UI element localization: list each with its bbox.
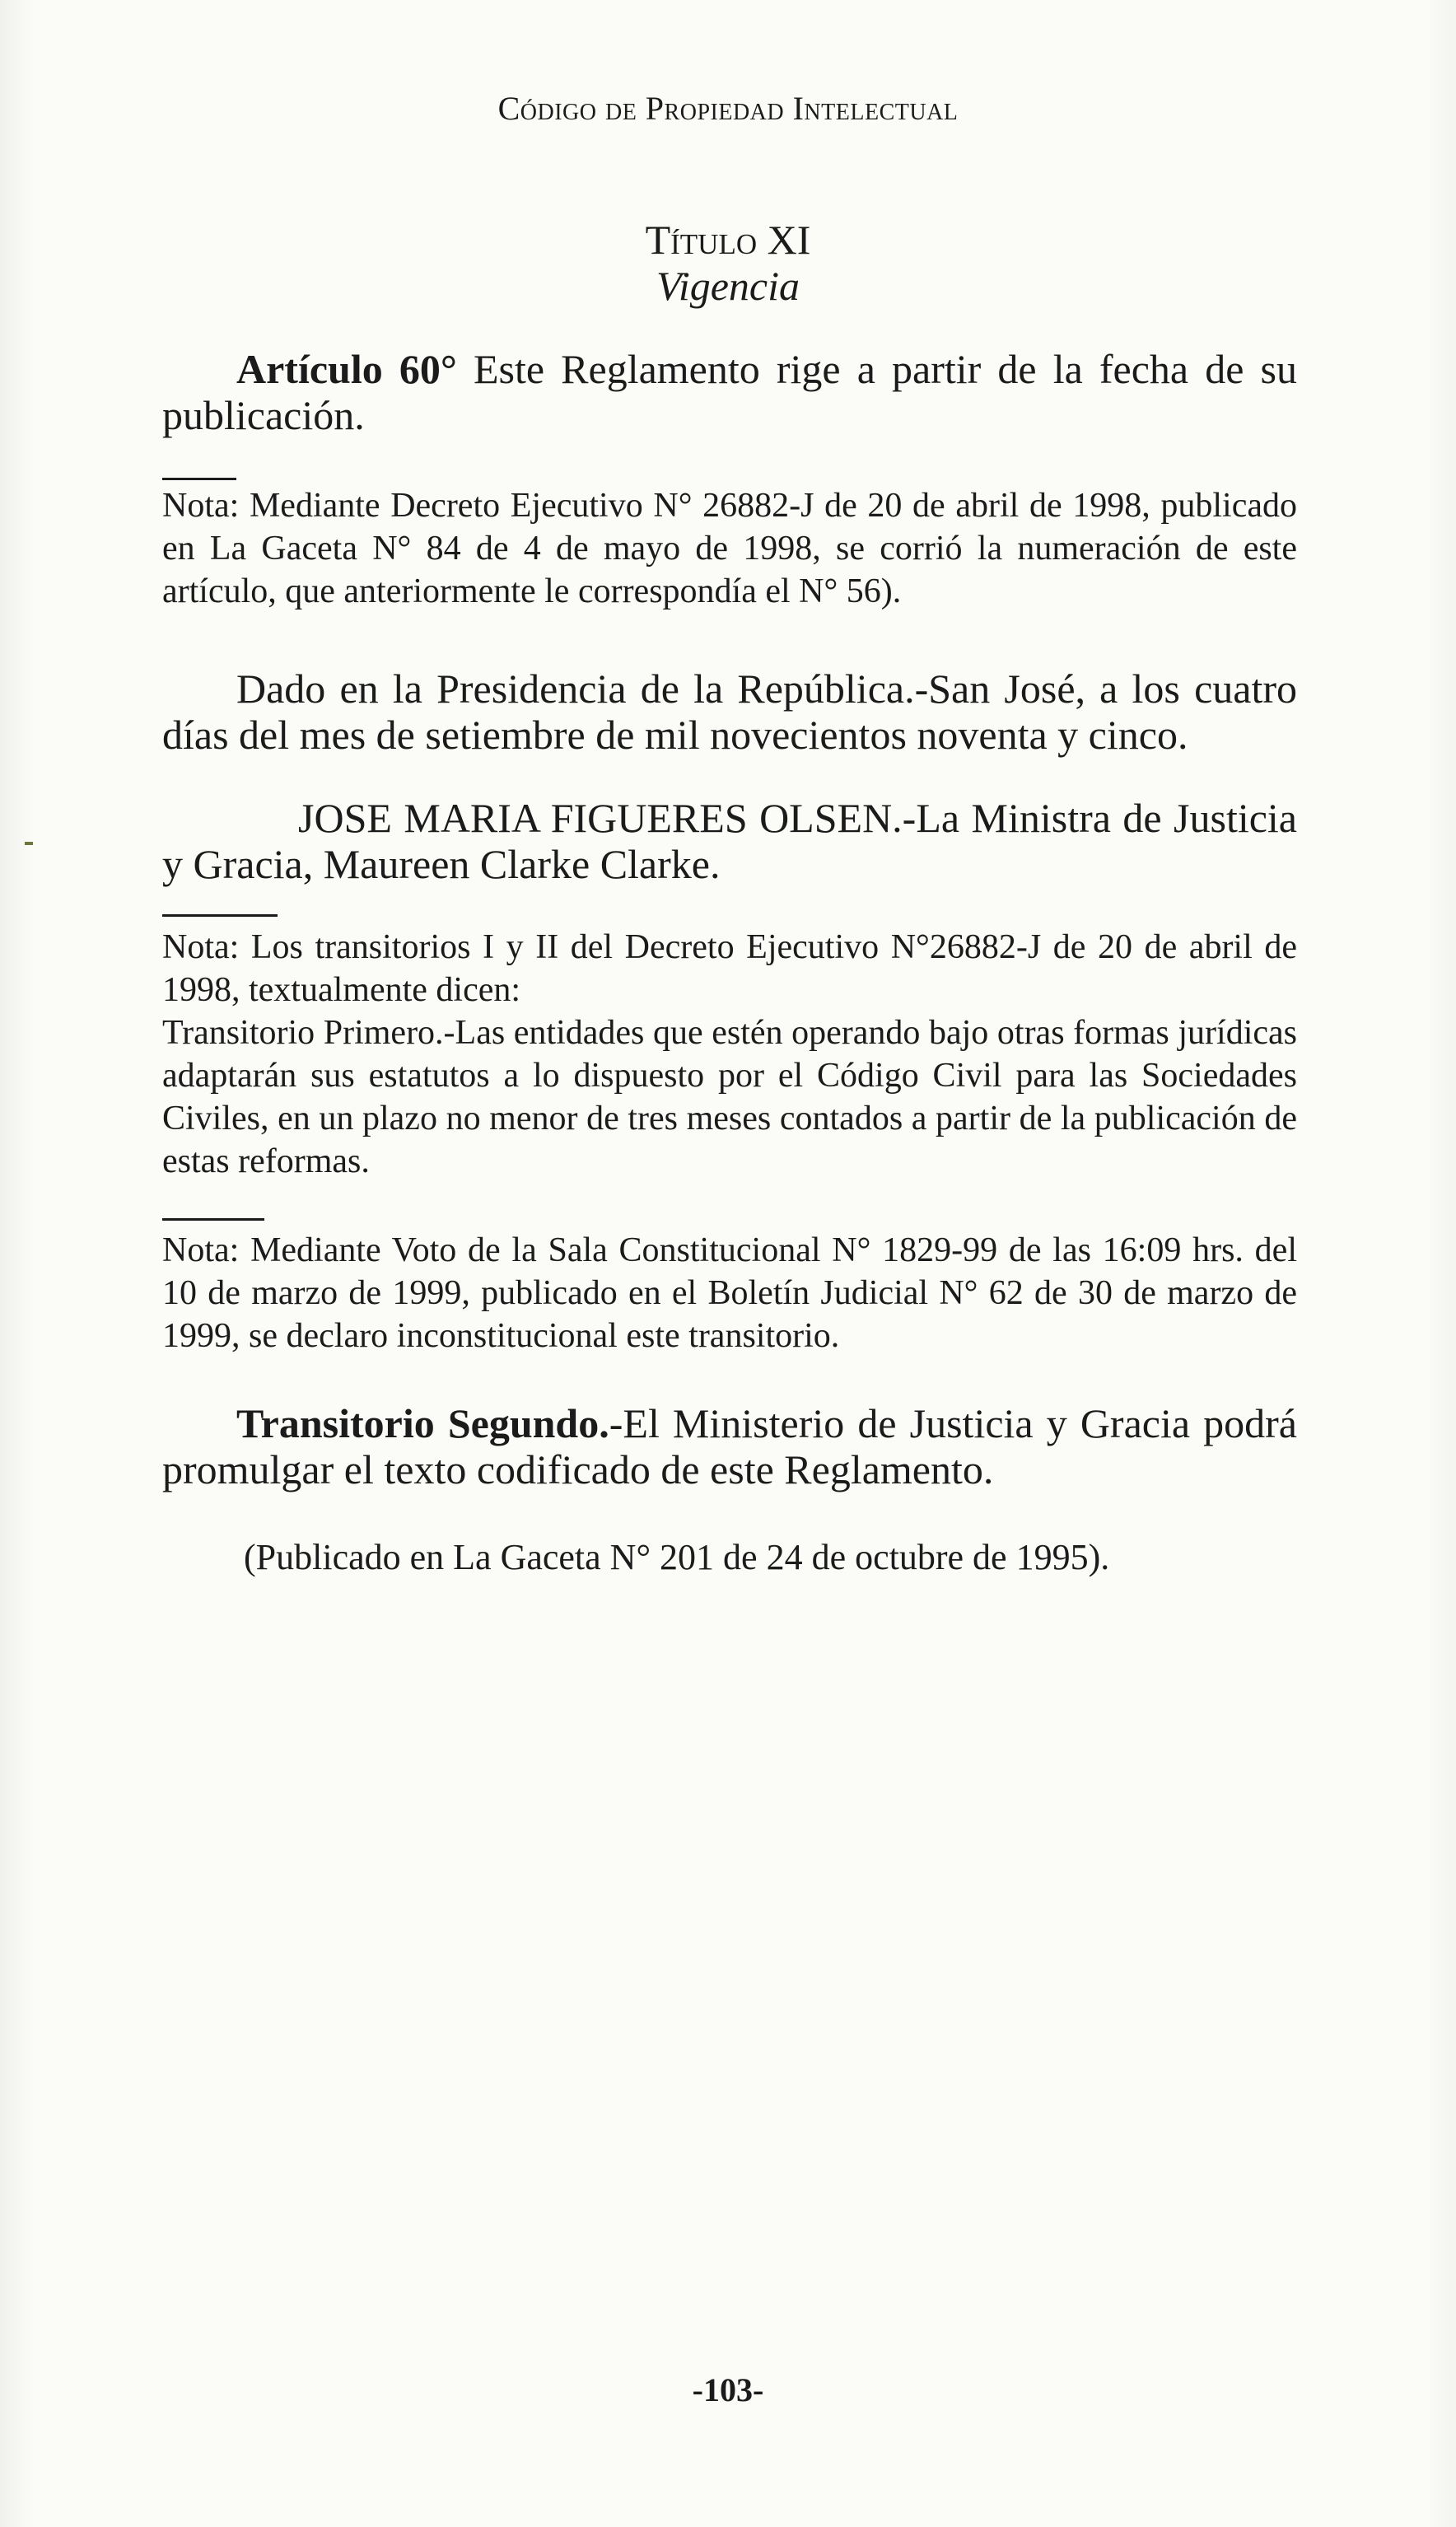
article-60 xyxy=(162,346,1297,438)
article-60-label: Artículo 60° xyxy=(236,346,457,392)
transitorio-segundo xyxy=(162,1400,1297,1492)
transitorio-segundo-label: Transitorio Segundo. xyxy=(236,1400,609,1446)
publication-note: (Publicado en La Gaceta N° 201 de 24 de octubre de 1995). xyxy=(244,1537,1110,1577)
dado-text: Dado en la Presidencia de la República.-San José, a los cuatro días del mes de setiembre de mil novecientos noventa y cinco. xyxy=(162,666,1297,758)
running-head: Código de Propiedad Intelectual xyxy=(497,90,959,127)
title-subheading: Vigencia xyxy=(656,263,800,309)
note-rule-2 xyxy=(162,914,278,917)
note-3-text: Nota: Mediante Voto de la Sala Constitucional N° 1829-99 de las 16:09 hrs. del 10 de marzo de 1999, publicado en el Boletín Judicial N° 62 de 30 de marzo de 1999, se declaro inconstitucional este transitorio. xyxy=(162,1231,1297,1355)
note-rule-3 xyxy=(162,1218,264,1221)
note-2-intro: Nota: Los transitorios I y II del Decreto Ejecutivo N°26882-J de 20 de abril de 1998, textualmente dicen: xyxy=(162,928,1297,1009)
note-2-body: Transitorio Primero.-Las entidades que estén operando bajo otras formas jurídicas adaptarán sus estatutos a lo dispuesto por el Código Civil para las Sociedades Civiles, en un plazo no menor de tres meses contados a partir de la publicación de estas reformas. xyxy=(162,1014,1297,1180)
section-title xyxy=(0,217,1456,309)
title-heading: Título XI xyxy=(645,217,811,263)
note-3 xyxy=(162,1229,1297,1357)
note-2 xyxy=(162,926,1297,1183)
note-rule-1 xyxy=(162,478,236,480)
signature-paragraph xyxy=(162,795,1297,887)
transitorio-segundo-text: -El Ministerio de Justicia y Gracia podrá promulgar el texto codificado de este Reglamento. xyxy=(162,1400,1297,1492)
scan-speck xyxy=(25,842,33,845)
article-60-text: Este Reglamento rige a partir de la fecha de su publicación. xyxy=(162,346,1297,438)
page-number: -103- xyxy=(692,2371,764,2408)
dado-paragraph xyxy=(162,666,1297,758)
signature-text: JOSE MARIA FIGUERES OLSEN.-La Ministra de Justicia y Gracia, Maureen Clarke Clarke. xyxy=(162,795,1297,887)
note-1-text: Nota: Mediante Decreto Ejecutivo N° 26882-J de 20 de abril de 1998, publicado en La Gaceta N° 84 de 4 de mayo de 1998, se corrió la numeración de este artículo, que anteriormente le correspondía el N° 56). xyxy=(162,487,1297,610)
note-1 xyxy=(162,484,1297,613)
